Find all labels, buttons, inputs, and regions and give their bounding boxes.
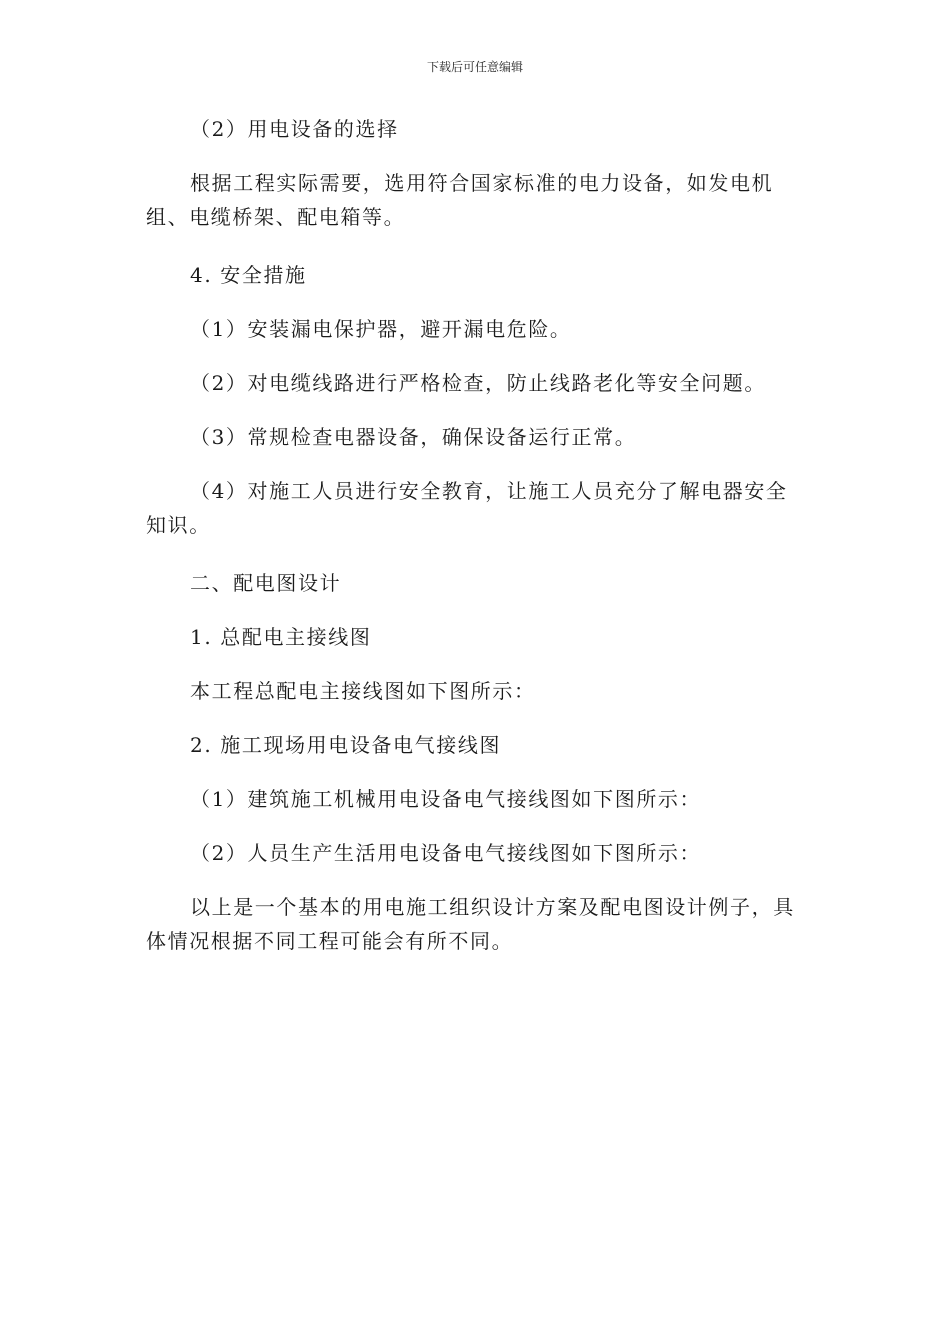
paragraph-equipment-selection-body: 根据工程实际需要，选用符合国家标准的电力设备，如发电机组、电缆桥架、配电箱等。 xyxy=(146,171,774,229)
paragraph-safety-item-4: （4）对施工人员进行安全教育，让施工人员充分了解电器安全知识。 xyxy=(146,479,788,537)
paragraph-section-two-heading: 二、配电图设计 xyxy=(190,571,342,595)
paragraph-equipment-selection-heading: （2）用电设备的选择 xyxy=(190,117,399,141)
paragraph-safety-item-2: （2）对电缆线路进行严格检查，防止线路老化等安全问题。 xyxy=(190,371,766,395)
paragraph-site-wiring-item-2: （2）人员生产生活用电设备电气接线图如下图所示： xyxy=(190,841,702,865)
paragraph-conclusion: 以上是一个基本的用电施工组织设计方案及配电图设计例子，具体情况根据不同工程可能会有所不同。 xyxy=(146,895,795,953)
paragraph-site-wiring-item-1: （1）建筑施工机械用电设备电气接线图如下图所示： xyxy=(190,787,702,811)
paragraph-main-wiring-body: 本工程总配电主接线图如下图所示： xyxy=(190,679,536,703)
paragraph-main-wiring-heading: 1. 总配电主接线图 xyxy=(190,625,372,649)
paragraph-safety-heading: 4. 安全措施 xyxy=(190,263,307,287)
page-header: 下载后可任意编辑 xyxy=(426,60,523,74)
paragraph-site-wiring-heading: 2. 施工现场用电设备电气接线图 xyxy=(190,733,502,757)
paragraph-safety-item-3: （3）常规检查电器设备，确保设备运行正常。 xyxy=(190,425,637,449)
paragraph-safety-item-1: （1）安装漏电保护器，避开漏电危险。 xyxy=(190,317,572,341)
